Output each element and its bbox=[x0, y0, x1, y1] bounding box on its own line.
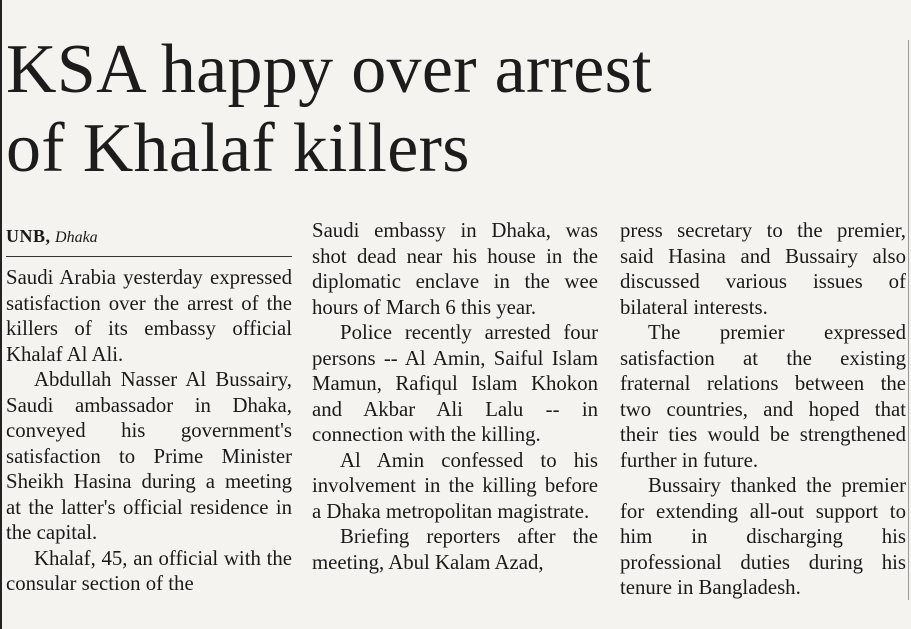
article-column-2 bbox=[312, 218, 598, 623]
paragraph: Al Amin confessed to his involvement in the killing before a Dhaka metropolitan magistrate. bbox=[312, 448, 598, 523]
headline-line-2: of Khalaf killers bbox=[6, 110, 470, 187]
paragraph: Saudi embassy in Dhaka, was shot dead near his house in the diplomatic enclave in the wee hours of March 6 this year. bbox=[312, 219, 598, 319]
paragraph: Briefing reporters after the meeting, Abul Kalam Azad, bbox=[312, 525, 598, 574]
paragraph: Khalaf, 45, an official with the consular section of the bbox=[6, 546, 292, 595]
paragraph: Abdullah Nasser Al Bussairy, Saudi ambassador in Dhaka, conveyed his government's satisfaction to Prime Minister Sheikh Hasina during a meeting at the latter's official residence in the capital. bbox=[6, 368, 292, 544]
paragraph: The premier expressed satisfaction at the existing fraternal relations between the two countries, and hoped that their ties would be strengthened further in future. bbox=[620, 321, 906, 472]
headline-line-1: KSA happy over arrest bbox=[6, 31, 652, 108]
article-column-3 bbox=[620, 218, 906, 623]
paragraph: press secretary to the premier, said Hasina and Bussairy also discussed various issues of bilateral interests. bbox=[620, 219, 906, 319]
byline bbox=[6, 218, 292, 257]
byline-place: Dhaka bbox=[55, 229, 98, 246]
article-column-1 bbox=[6, 218, 292, 623]
paragraph: Bussairy thanked the premier for extending all-out support to him in discharging his professional duties during his tenure in Bangladesh. bbox=[620, 474, 906, 599]
page-edge-rule bbox=[0, 0, 2, 629]
paragraph: Saudi Arabia yesterday expressed satisfaction over the arrest of the killers of its embassy official Khalaf Al Ali. bbox=[6, 266, 292, 366]
article-body bbox=[6, 218, 906, 623]
page-edge-rule-right bbox=[908, 40, 909, 600]
paragraph: Police recently arrested four persons -- Al Amin, Saiful Islam Mamun, Rafiqul Islam Khokon and Akbar Ali Lalu -- in connection with the killing. bbox=[312, 321, 598, 446]
headline bbox=[6, 30, 906, 188]
byline-agency: UNB, bbox=[6, 226, 51, 246]
